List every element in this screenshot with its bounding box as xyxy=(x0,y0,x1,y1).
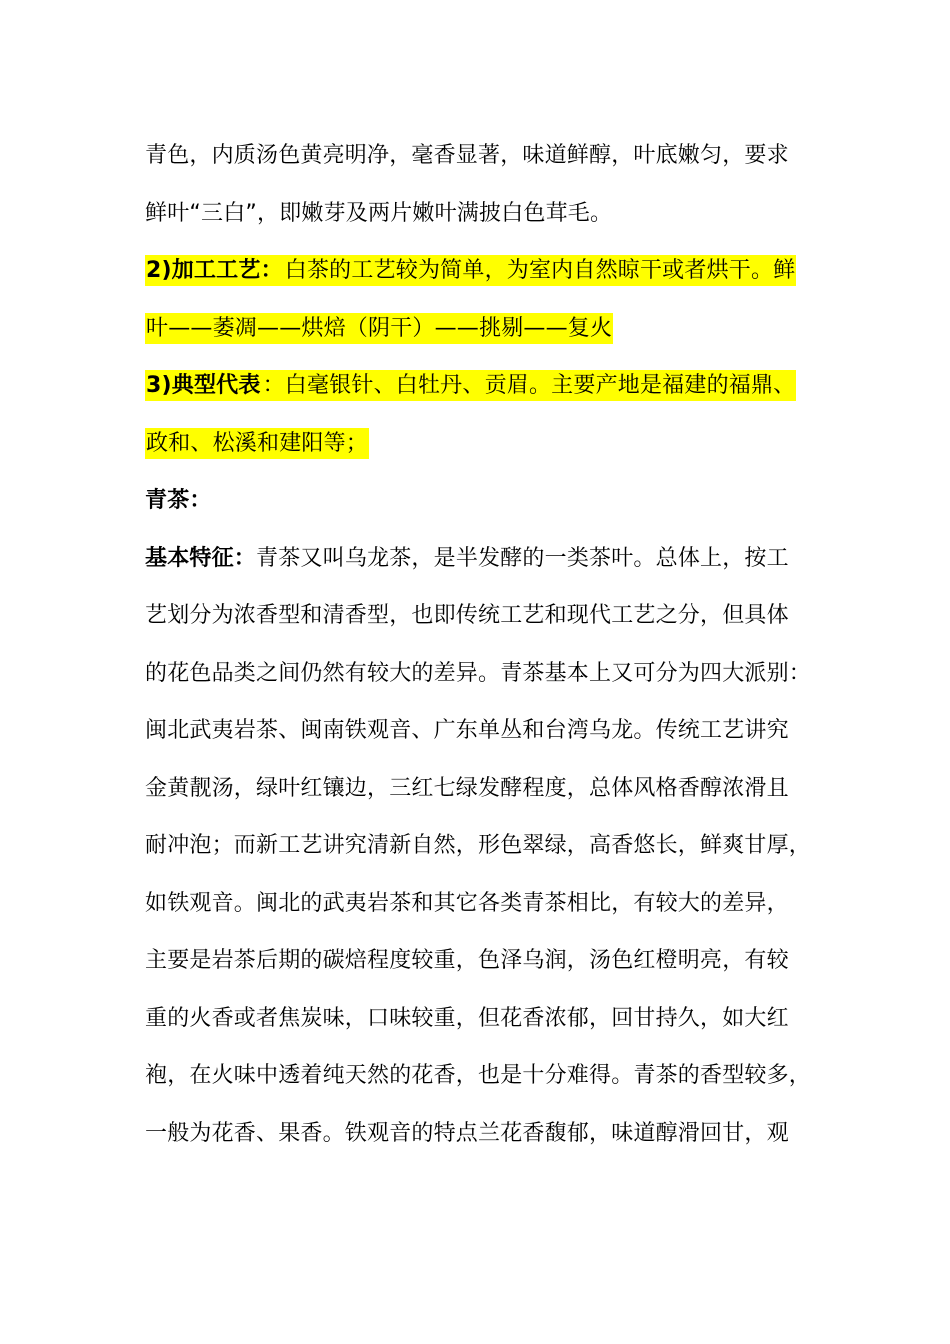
text-line xyxy=(145,199,612,229)
text-span: 如铁观音。闽北的武夷岩茶和其它各类青茶相比，有较大的差异， xyxy=(145,890,789,916)
text-span: 青茶又叫乌龙茶，是半发酵的一类茶叶。总体上，按工 xyxy=(256,545,789,571)
text-span: 金黄靓汤，绿叶红镶边，三红七绿发酵程度，总体风格香醇浓滑且 xyxy=(145,775,789,801)
text-line xyxy=(145,429,369,459)
bold-label: 2)加工工艺： xyxy=(145,255,284,286)
text-line xyxy=(145,486,212,516)
text-line xyxy=(145,1004,789,1034)
text-line xyxy=(145,601,789,631)
text-line xyxy=(145,831,811,861)
text-span: 闽北武夷岩茶、闽南铁观音、广东单丛和台湾乌龙。传统工艺讲究 xyxy=(145,718,789,743)
text-span: 政和、松溪和建阳等； xyxy=(145,428,369,459)
text-line xyxy=(145,889,789,919)
text-line xyxy=(145,1119,789,1149)
bold-label: 青茶： xyxy=(145,488,212,513)
text-line xyxy=(145,544,789,574)
text-line xyxy=(145,314,613,344)
text-line xyxy=(145,774,789,804)
text-span: 鲜叶“三白”，即嫩芽及两片嫩叶满披白色茸毛。 xyxy=(145,200,613,226)
text-span: 艺划分为浓香型和清香型，也即传统工艺和现代工艺之分，但具体 xyxy=(145,603,789,628)
text-span: 的花色品类之间仍然有较大的差异。青茶基本上又可分为四大派别： xyxy=(145,660,812,686)
bold-label: 基本特征： xyxy=(145,545,257,571)
text-span: 青色，内质汤色黄亮明净，毫香显著，味道鲜醇，叶底嫩匀，要求 xyxy=(145,143,789,168)
text-span: 叶——萎凋——烘焙（阴干）——挑剔——复火 xyxy=(145,313,613,344)
text-span: 耐冲泡；而新工艺讲究清新自然，形色翠绿，高香悠长，鲜爽甘厚， xyxy=(145,833,812,858)
text-line xyxy=(145,716,789,746)
text-line xyxy=(145,256,796,286)
text-line xyxy=(145,946,789,976)
text-span: 主要是岩茶后期的碳焙程度较重，色泽乌润，汤色红橙明亮，有较 xyxy=(145,948,789,973)
text-span: 一般为花香、果香。铁观音的特点兰花香馥郁，味道醇滑回甘，观 xyxy=(145,1120,789,1146)
text-span: ：白毫银针、白牡丹、贡眉。主要产地是福建的福鼎、 xyxy=(262,370,797,401)
text-span: 白茶的工艺较为简单，为室内自然晾干或者烘干。鲜 xyxy=(284,255,797,286)
text-span: 重的火香或者焦炭味，口味较重，但花香浓郁，回甘持久，如大红 xyxy=(145,1005,789,1031)
text-line xyxy=(145,371,796,401)
text-line xyxy=(145,1061,811,1091)
text-span: 袍，在火味中透着纯天然的花香，也是十分难得。青茶的香型较多， xyxy=(145,1063,812,1088)
text-line xyxy=(145,141,789,171)
bold-label: 3)典型代表 xyxy=(145,370,262,401)
text-line xyxy=(145,659,811,689)
